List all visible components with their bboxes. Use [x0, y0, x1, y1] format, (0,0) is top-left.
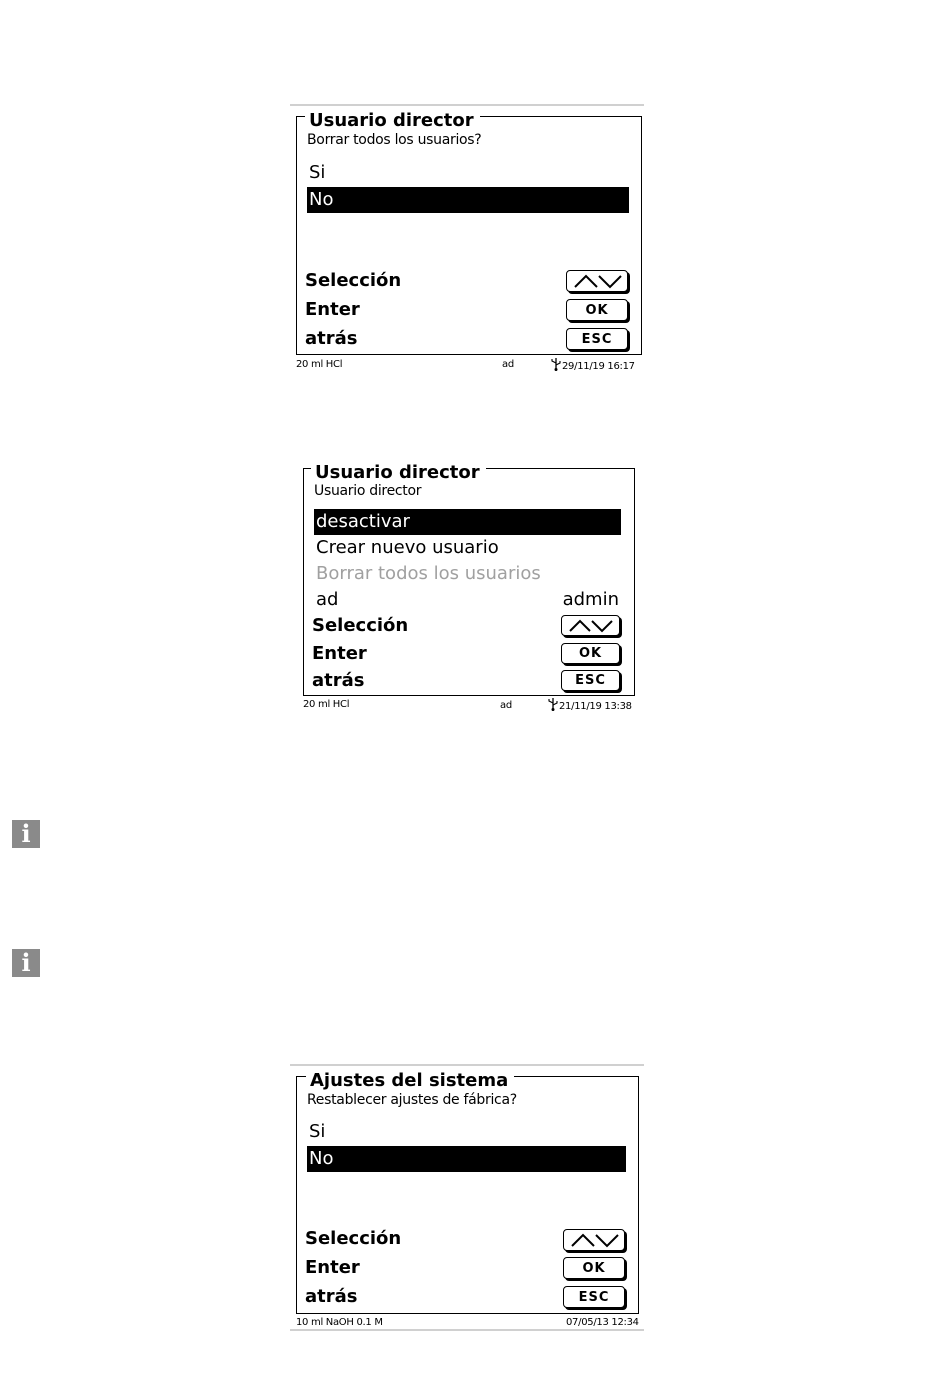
esc-key[interactable]: ESC — [561, 670, 620, 691]
user-role: admin — [562, 589, 619, 610]
up-down-arrows-icon — [566, 618, 616, 633]
user-row-ad[interactable] — [314, 587, 621, 613]
enter-label: Enter — [305, 299, 360, 320]
up-down-arrows-key[interactable] — [566, 270, 628, 292]
up-down-arrows-icon — [571, 273, 623, 289]
ok-key[interactable]: OK — [566, 299, 628, 321]
selection-label: Selección — [312, 615, 409, 636]
dialog-title: Usuario director — [305, 112, 480, 130]
esc-key[interactable]: ESC — [566, 328, 628, 350]
selection-label: Selección — [305, 1228, 402, 1249]
option-no-selected[interactable]: No — [307, 1146, 626, 1172]
screen-bottom-border — [290, 1329, 644, 1331]
selection-label: Selección — [305, 270, 402, 291]
status-datetime-text: 21/11/19 13:38 — [559, 701, 632, 712]
status-datetime-text: 29/11/19 16:17 — [562, 361, 635, 372]
esc-key[interactable]: ESC — [563, 1286, 625, 1308]
option-no-selected[interactable]: No — [307, 187, 629, 213]
dialog-subtitle: Usuario director — [314, 483, 422, 499]
back-label: atrás — [305, 328, 358, 349]
dialog-subtitle: Borrar todos los usuarios? — [307, 132, 482, 148]
status-method: 10 ml NaOH 0.1 M — [296, 1317, 383, 1328]
option-delete-all-users-disabled: Borrar todos los usuarios — [316, 563, 541, 584]
screen-top-border — [290, 1064, 644, 1066]
status-method: 20 ml HCl — [296, 359, 343, 370]
up-down-arrows-key[interactable] — [563, 1229, 625, 1251]
usb-icon — [548, 698, 558, 711]
info-icon: i — [12, 820, 40, 848]
ok-key[interactable]: OK — [561, 643, 620, 664]
status-datetime — [551, 358, 635, 373]
status-datetime: 07/05/13 12:34 — [566, 1317, 639, 1328]
dialog-title: Ajustes del sistema — [306, 1072, 514, 1090]
status-user: ad — [500, 700, 512, 711]
screen-top-border — [290, 104, 644, 106]
status-method: 20 ml HCl — [303, 699, 350, 710]
option-si[interactable]: Si — [309, 1121, 326, 1142]
ok-key[interactable]: OK — [563, 1257, 625, 1279]
option-create-new-user[interactable]: Crear nuevo usuario — [316, 537, 499, 558]
option-deactivate-selected[interactable]: desactivar — [314, 509, 621, 535]
user-name: ad — [316, 589, 339, 610]
up-down-arrows-key[interactable] — [561, 615, 620, 636]
up-down-arrows-icon — [568, 1232, 620, 1248]
back-label: atrás — [312, 670, 365, 691]
back-label: atrás — [305, 1286, 358, 1307]
status-user: ad — [502, 359, 514, 370]
usb-icon — [551, 358, 561, 371]
enter-label: Enter — [312, 643, 367, 664]
option-si[interactable]: Si — [309, 162, 326, 183]
enter-label: Enter — [305, 1257, 360, 1278]
dialog-title: Usuario director — [311, 464, 486, 482]
status-datetime — [548, 698, 632, 713]
info-icon: i — [12, 949, 40, 977]
dialog-subtitle: Restablecer ajustes de fábrica? — [307, 1092, 517, 1108]
